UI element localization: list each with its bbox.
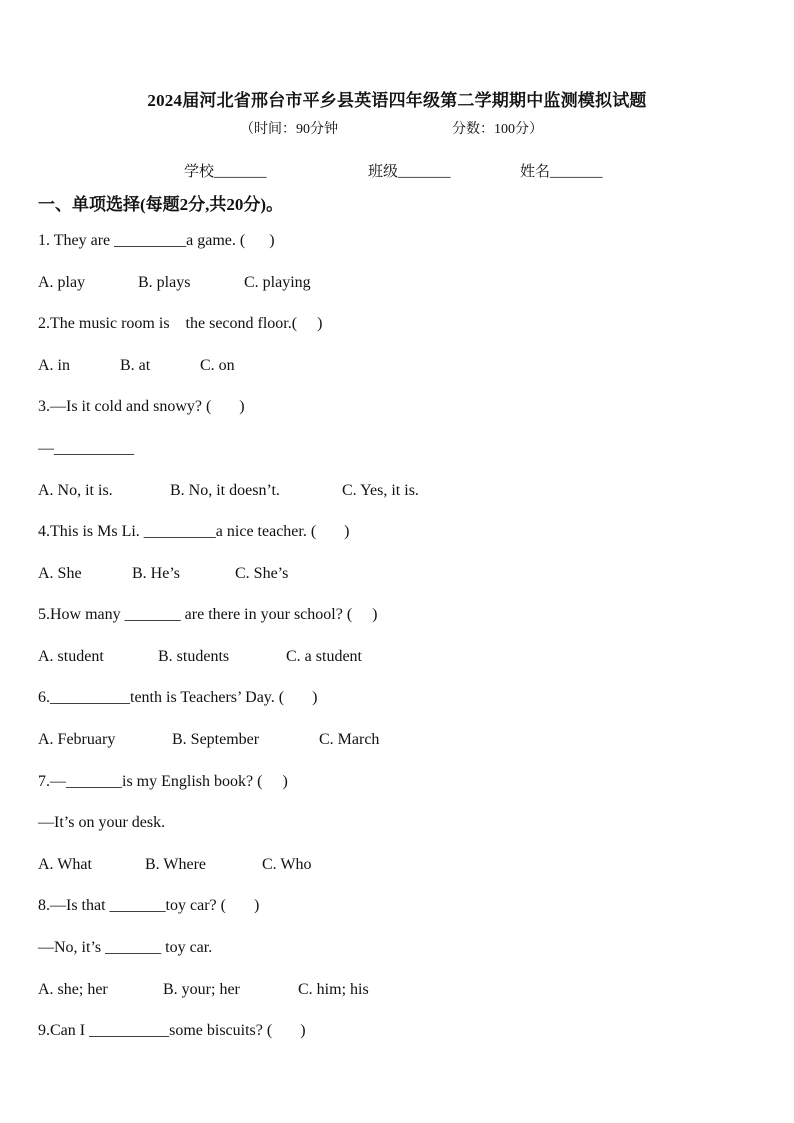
q3-option-a[interactable]: A. No, it is. [38,482,113,499]
q5-option-c[interactable]: C. a student [286,648,362,665]
q7-option-c[interactable]: C. Who [262,856,312,873]
q2-option-c[interactable]: C. on [200,357,235,374]
q4-option-c[interactable]: C. She’s [235,565,289,582]
q1-option-b[interactable]: B. plays [138,274,191,291]
question-7-reply: —It’s on your desk. [38,814,166,831]
question-9: 9.Can I __________some biscuits? ( ) [38,1022,306,1039]
q7-option-b[interactable]: B. Where [145,856,207,873]
q8-option-c[interactable]: C. him; his [298,981,369,998]
q5-option-a[interactable]: A. student [38,648,104,665]
q6-option-a[interactable]: A. February [38,731,116,748]
q3-option-b[interactable]: B. No, it doesn’t. [170,482,280,499]
q1-option-a[interactable]: A. play [38,274,86,291]
question-6: 6.__________tenth is Teachers’ Day. ( ) [38,689,318,706]
question-3-reply: —__________ [38,440,134,457]
question-8-reply: —No, it’s _______ toy car. [38,939,213,956]
question-1: 1. They are _________a game. ( ) [38,232,275,249]
q1-option-c[interactable]: C. playing [244,274,311,291]
question-7: 7.—_______is my English book? ( ) [38,773,288,790]
school-field[interactable]: 学校_______ [184,164,267,180]
q4-option-a[interactable]: A. She [38,565,82,582]
question-8: 8.—Is that _______toy car? ( ) [38,897,260,914]
q8-option-a[interactable]: A. she; her [38,981,108,998]
q8-option-b[interactable]: B. your; her [163,981,240,998]
q6-option-c[interactable]: C. March [319,731,380,748]
total-score: 分数：100分） [452,122,543,137]
q2-option-a[interactable]: A. in [38,357,70,374]
name-field[interactable]: 姓名_______ [520,164,603,180]
q5-option-b[interactable]: B. students [158,648,230,665]
q6-option-b[interactable]: B. September [172,731,260,748]
q2-option-b[interactable]: B. at [120,357,151,374]
class-field[interactable]: 班级_______ [368,164,451,180]
time-limit: （时间：90分钟 [240,122,338,137]
q3-option-c[interactable]: C. Yes, it is. [342,482,419,499]
section-title: 一、单项选择(每题2分,共20分)。 [38,195,284,214]
exam-title: 2024届河北省邢台市平乡县英语四年级第二学期期中监测模拟试题 [147,91,647,110]
question-3: 3.—Is it cold and snowy? ( ) [38,398,245,415]
question-2: 2.The music room is the second floor.( ) [38,315,323,332]
q4-option-b[interactable]: B. He’s [132,565,180,582]
question-5: 5.How many _______ are there in your school? ( ) [38,606,378,623]
q7-option-a[interactable]: A. What [38,856,92,873]
question-4: 4.This is Ms Li. _________a nice teacher. ( ) [38,523,350,540]
